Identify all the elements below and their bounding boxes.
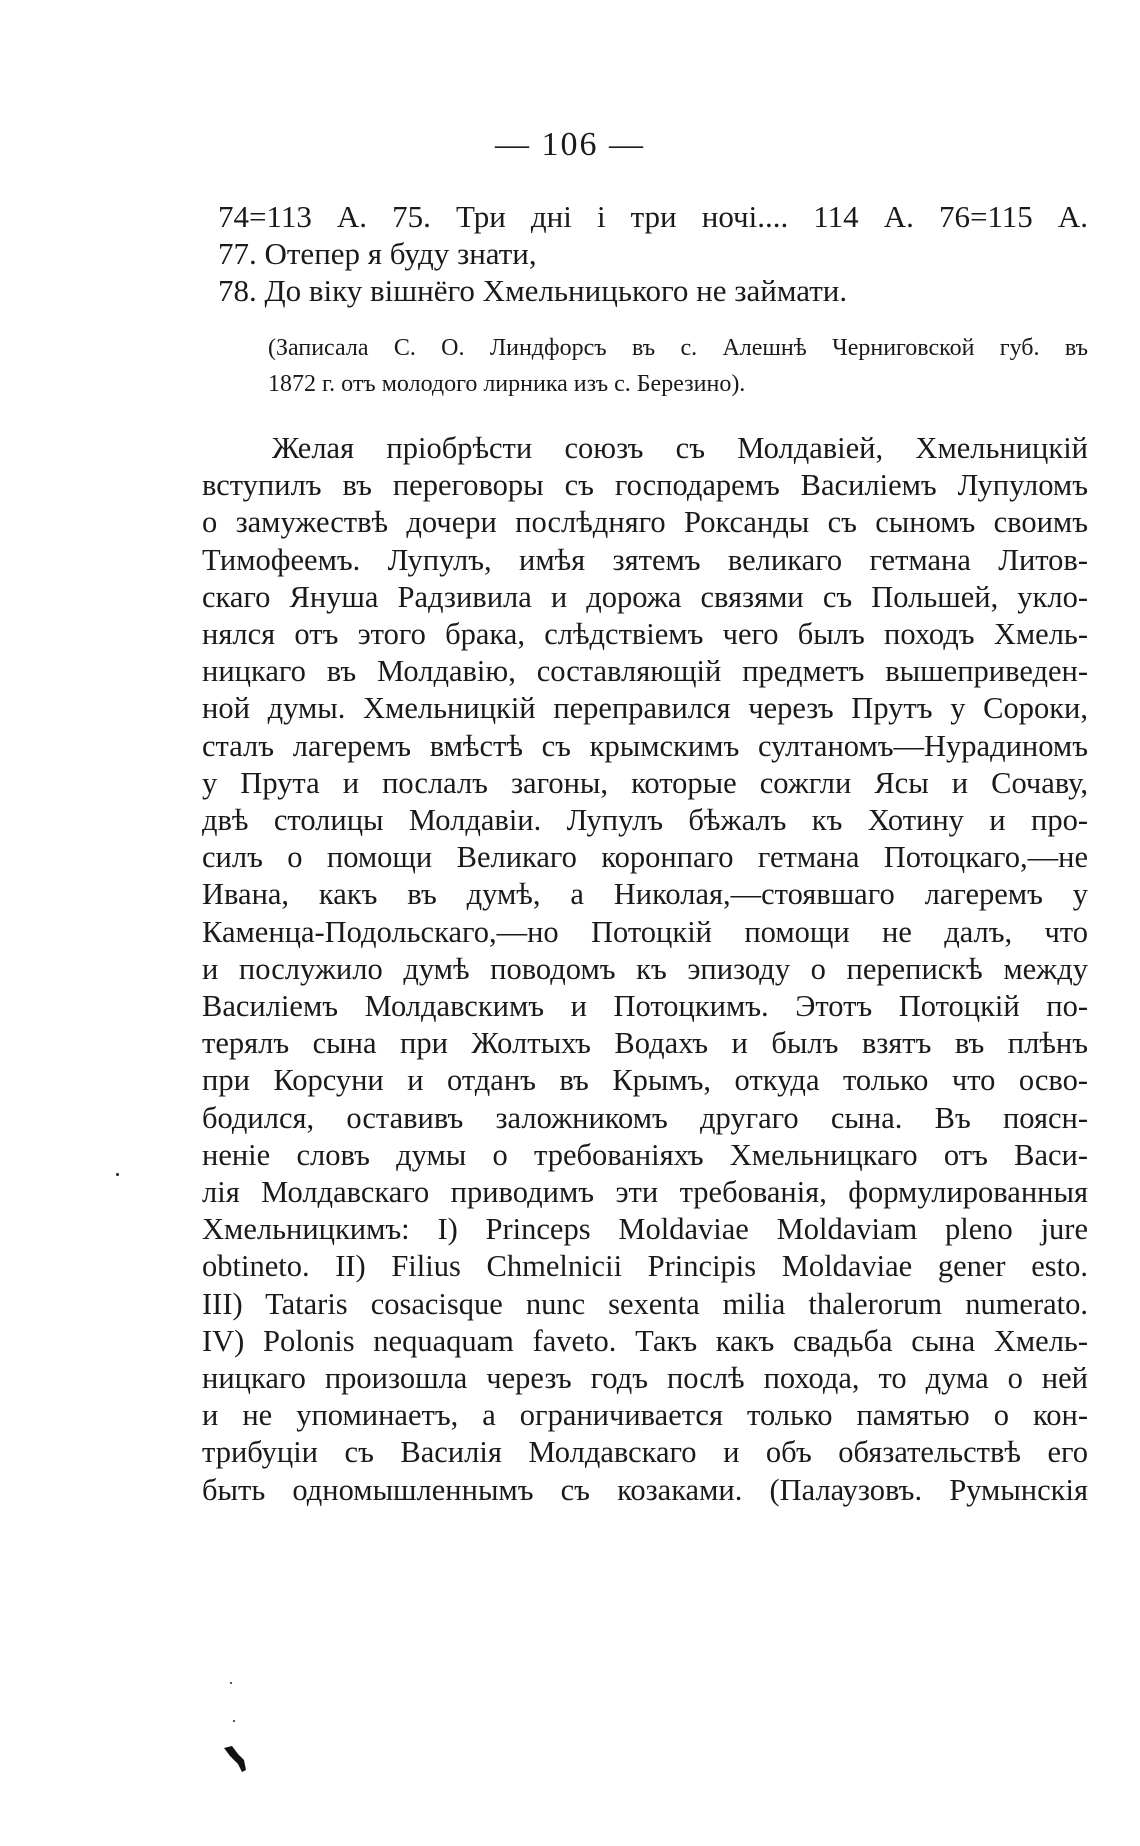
paragraph-line: III) Tataris cosacisque nunc sexenta milia thalerorum numerato. [202,1286,1088,1321]
paragraph-line: у Прута и послалъ загоны, которые сожгли Ясы и Сочаву, [202,765,1088,800]
print-speck [230,1682,232,1684]
paragraph-line: при Корсуни и отданъ въ Крымъ, откуда только что осво- [202,1063,1088,1098]
source-note-line: 1872 г. отъ молодого лирника изъ с. Березино). [268,371,746,397]
verse-line: 77. Отепер я буду знати, [218,236,537,271]
paragraph-line: ницкаго въ Молдавiю, составляющiй предметъ вышеприведен- [202,654,1088,689]
paragraph-line: Ивана, какъ въ думѣ, а Николая,—стоявшаго лагеремъ у [202,877,1088,912]
paragraph-line: Хмельницкимъ: I) Princeps Moldaviae Moldaviam pleno jure [202,1212,1088,1247]
paragraph-line: терялъ сына при Жолтыхъ Водахъ и былъ взятъ въ плѣнъ [202,1026,1088,1061]
paragraph-line: вступилъ въ переговоры съ господаремъ Василiемъ Лупуломъ [202,468,1088,503]
paragraph-line: скаго Януша Радзивила и дорожа связями съ Польшей, укло- [202,579,1088,614]
paragraph-line: нялся отъ этого брака, слѣдствiемъ чего былъ походъ Хмель- [202,617,1088,652]
source-note-line: (Записала С. О. Линдфорсъ въ с. Алешнѣ Черниговской губ. въ [268,335,1088,361]
source-note [268,330,1088,402]
paragraph-line: бодился, оставивъ заложникомъ другаго сына. Въ поясн- [202,1100,1088,1135]
paragraph-line: Желая прiобрѣсти союзъ съ Молдавiей, Хмельницкiй [272,431,1088,465]
ink-blot-icon [222,1744,248,1774]
verse-line: 78. До вiку вiшнёго Хмельницького не займати. [218,273,848,308]
print-speck [116,1173,119,1176]
paragraph-line: ной думы. Хмельницкiй переправился черезъ Прутъ у Сороки, [202,691,1088,726]
print-speck [233,1720,235,1722]
paragraph-line: силъ о помощи Великаго коронпаго гетмана Потоцкаго,—не [202,840,1088,875]
paragraph-line: ницкаго произошла черезъ годъ послѣ похода, то дума о ней [202,1361,1088,1396]
commentary-paragraph [202,430,1088,1509]
paragraph-line: Тимофеемъ. Лупулъ, имѣя зятемъ великаго гетмана Литов- [202,542,1088,577]
paragraph-line: о замужествѣ дочери послѣдняго Роксанды съ сыномъ своимъ [202,505,1088,540]
paragraph-line: трибуцiи съ Василiя Молдавскаго и объ обязательствѣ его [202,1435,1088,1470]
paragraph-line: и не упоминаетъ, а ограничивается только памятью о кон- [202,1398,1088,1433]
paragraph-line: ненiе словъ думы о требованiяхъ Хмельницкаго отъ Васи- [202,1137,1088,1172]
paragraph-line: IV) Polonis nequaquam faveto. Такъ какъ свадьба сына Хмель- [202,1323,1088,1358]
paragraph-line: двѣ столицы Молдавiи. Лупулъ бѣжалъ къ Хотину и про- [202,803,1088,838]
paragraph-line: и послужило думѣ поводомъ къ эпизоду о перепискѣ между [202,951,1088,986]
paragraph-line: лiя Молдавскаго приводимъ эти требованiя, формулированныя [202,1175,1088,1210]
paragraph-line: Василiемъ Молдавскимъ и Потоцкимъ. Этотъ Потоцкiй по- [202,989,1088,1024]
paragraph-line: сталъ лагеремъ вмѣстѣ съ крымскимъ султаномъ—Нурадиномъ [202,728,1088,763]
paragraph-line: быть одномышленнымъ съ козаками. (Палаузовъ. Румынскiя [202,1472,1088,1507]
verse-block [218,198,1088,309]
page-number: — 106 — [495,126,645,163]
paragraph-line: obtineto. II) Filius Chmelnicii Principis Moldaviae gener esto. [202,1249,1088,1284]
paragraph-line: Каменца-Подольскаго,—но Потоцкiй помощи не далъ, что [202,914,1088,949]
verse-line: 74=113 А. 75. Три днi i три ночi.... 114 А. 76=115 А. [218,199,1088,234]
